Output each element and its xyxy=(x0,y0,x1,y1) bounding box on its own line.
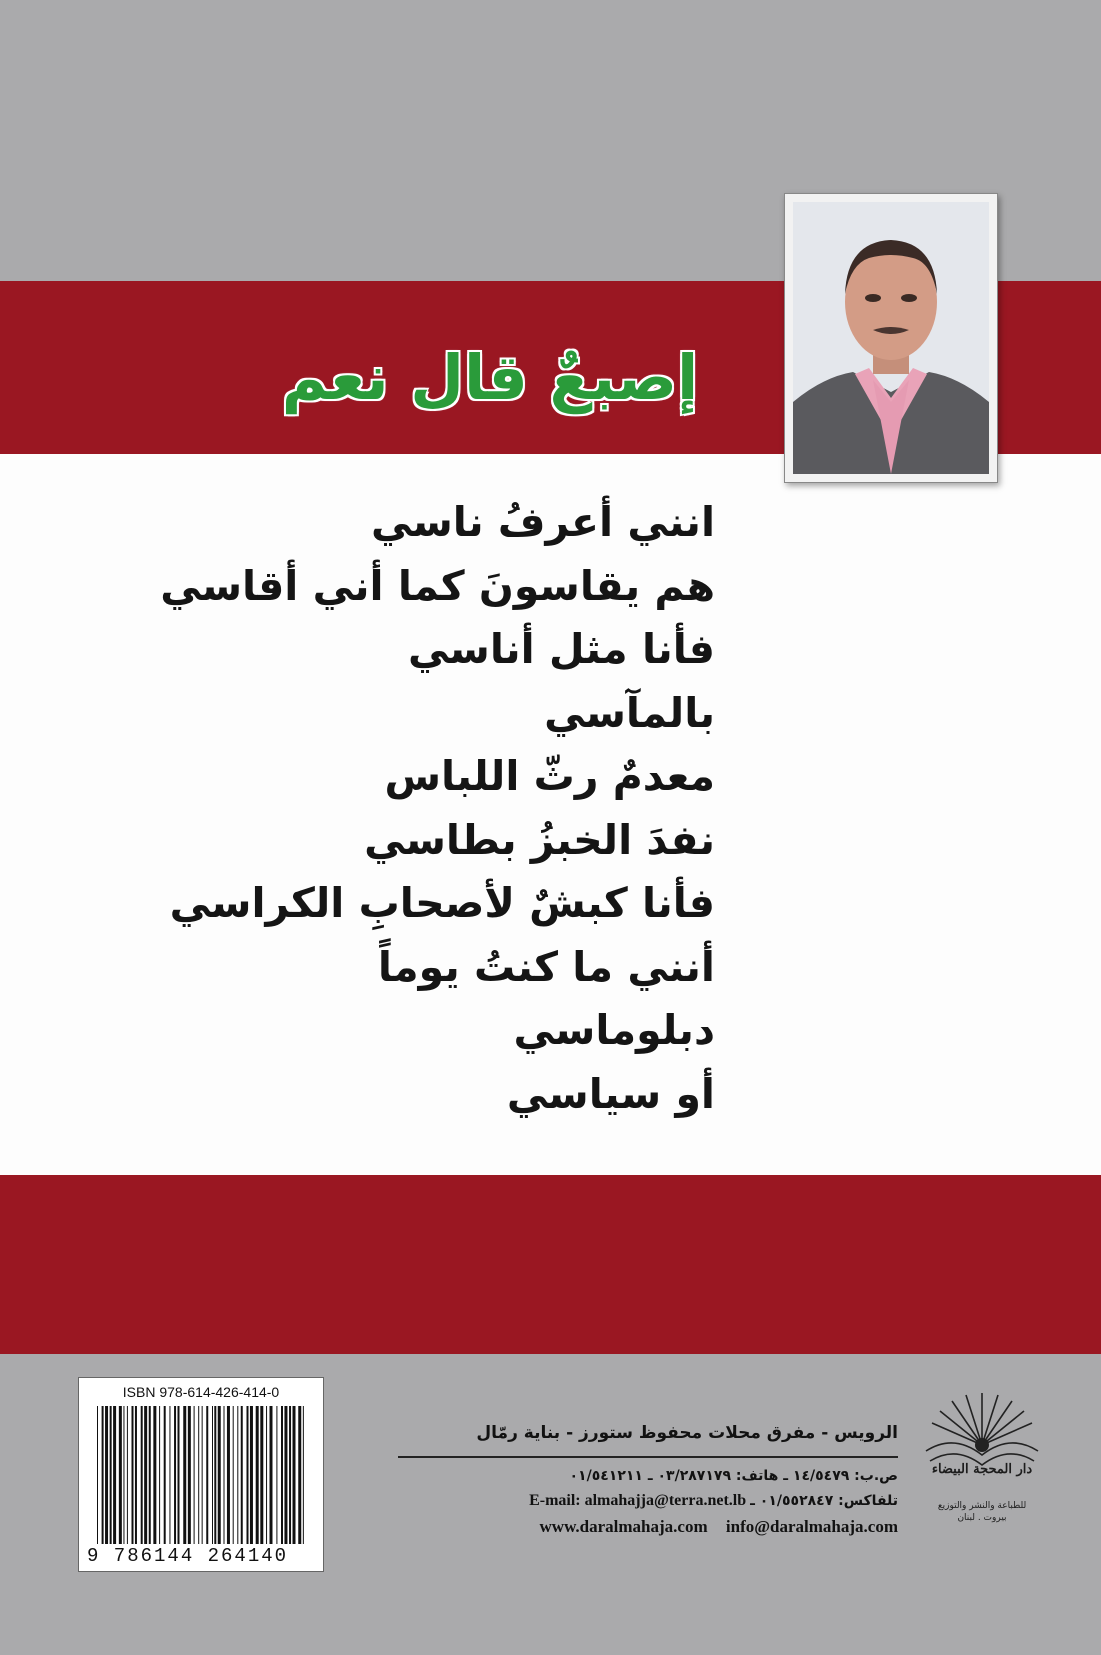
barcode-bar xyxy=(206,1406,208,1544)
barcode-bar xyxy=(144,1406,147,1544)
publisher-address: الرويس - مفرق محلات محفوظ ستورز - بناية رمّال xyxy=(476,1423,898,1443)
barcode-bar xyxy=(178,1406,180,1544)
barcode-bar xyxy=(202,1406,203,1544)
poem-line: هم يقاسونَ كما أني أقاسي xyxy=(160,561,715,610)
barcode-bar xyxy=(149,1406,151,1544)
barcode-bar xyxy=(113,1406,116,1544)
barcode-bar xyxy=(97,1406,98,1544)
barcode-bar xyxy=(266,1406,267,1544)
publisher-tagline xyxy=(902,1500,1062,1524)
publisher-web-line xyxy=(398,1514,898,1540)
poem-line: انني أعرفُ ناسي xyxy=(371,498,715,546)
author-photo-frame xyxy=(784,193,998,483)
barcode-bar xyxy=(198,1406,199,1544)
poem-line: فأنا مثل أناسي xyxy=(408,625,715,673)
barcode-bar xyxy=(174,1406,176,1544)
poem-line: بالمآسي xyxy=(544,688,715,737)
publisher-city: بيروت . لبنان xyxy=(957,1513,1007,1523)
poem-line: نفدَ الخبزُ بطاسي xyxy=(364,815,715,864)
author-photo xyxy=(793,202,989,474)
barcode-bar xyxy=(298,1406,301,1544)
barcode-bar xyxy=(119,1406,122,1544)
barcode-bar xyxy=(224,1406,225,1544)
barcode-bar xyxy=(218,1406,221,1544)
barcode-bar xyxy=(214,1406,216,1544)
publisher-fax: تلفاكس: ٠١/٥٥٢٨٤٧ ـ xyxy=(750,1493,898,1509)
bottom-red-band xyxy=(0,1175,1101,1354)
barcode-bar xyxy=(212,1406,213,1544)
barcode-bar xyxy=(256,1406,259,1544)
barcode-bar xyxy=(233,1406,234,1544)
barcode-bar xyxy=(284,1406,287,1544)
publisher-tagline-text: للطباعة والنشر والتوزيع xyxy=(937,1501,1027,1511)
barcode-bar xyxy=(270,1406,273,1544)
barcode-bar xyxy=(105,1406,108,1544)
barcode-digits: 9 786144 264140 xyxy=(87,1545,289,1567)
barcode-bar xyxy=(132,1406,134,1544)
barcode-bar xyxy=(123,1406,124,1544)
barcode-bar xyxy=(241,1406,243,1544)
publisher-phone: ص.ب: ١٤/٥٤٧٩ ـ هاتف: ٠٣/٢٨٧١٧٩ ـ ٠١/٥٤١٢١١ xyxy=(569,1468,898,1484)
publisher-email[interactable]: E-mail: almahajja@terra.net.lb xyxy=(529,1492,747,1509)
publisher-email-line xyxy=(398,1488,898,1514)
barcode-bar xyxy=(237,1406,238,1544)
isbn-label: ISBN 978-614-426-414-0 xyxy=(122,1384,280,1400)
barcode-bar xyxy=(289,1406,291,1544)
barcode-bar xyxy=(188,1406,191,1544)
barcode-bar xyxy=(250,1406,253,1544)
publisher-name: دار المحجة البيضاء xyxy=(931,1462,1033,1477)
barcode-bar xyxy=(110,1406,112,1544)
barcode-bar xyxy=(194,1406,195,1544)
barcode-bar xyxy=(276,1406,277,1544)
barcode-bar xyxy=(260,1406,263,1544)
barcode-bar xyxy=(293,1406,296,1544)
barcode-bar xyxy=(281,1406,283,1544)
poem-line: دبلوماسي xyxy=(513,1006,715,1054)
publisher-info-email[interactable]: info@daralmahaja.com xyxy=(725,1517,898,1536)
contact-divider xyxy=(398,1456,898,1458)
barcode-bar xyxy=(247,1406,249,1544)
poem-line: أنني ما كنتُ يوماً xyxy=(377,942,715,991)
poem-line: أو سياسي xyxy=(506,1069,715,1118)
poem-line: فأنا كبشٌ لأصحابِ الكراسي xyxy=(169,879,715,927)
poem-line: معدمٌ رثّ اللباس xyxy=(384,752,715,800)
barcode-bar xyxy=(153,1406,156,1544)
barcode-bar xyxy=(102,1406,104,1544)
isbn-barcode-box xyxy=(78,1377,324,1572)
poem-text xyxy=(140,491,715,1126)
barcode-bar xyxy=(141,1406,143,1544)
barcode-bar xyxy=(183,1406,186,1544)
publisher-website[interactable]: www.daralmahaja.com xyxy=(539,1517,708,1536)
barcode-bar xyxy=(135,1406,137,1544)
barcode-bar xyxy=(164,1406,166,1544)
barcode-bar xyxy=(227,1406,230,1544)
barcode-bar xyxy=(303,1406,304,1544)
barcode-bar xyxy=(127,1406,128,1544)
barcode xyxy=(95,1406,307,1544)
barcode-bar xyxy=(169,1406,170,1544)
book-title: إصبعٌ قال نعم xyxy=(281,341,699,414)
barcode-bar xyxy=(159,1406,160,1544)
publisher-contact xyxy=(398,1418,898,1540)
